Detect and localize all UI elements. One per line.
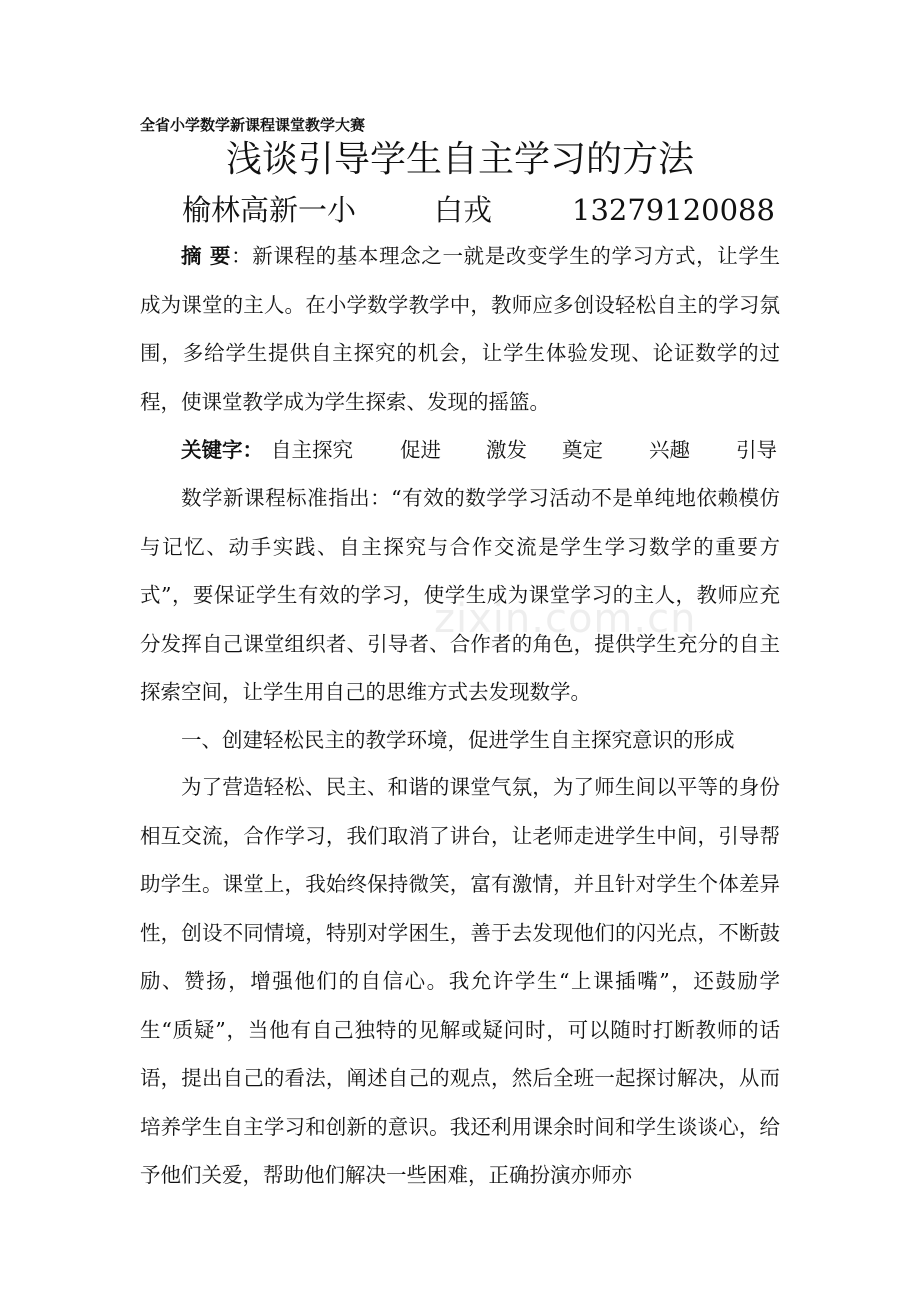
abstract-text: ：新课程的基本理念之一就是改变学生的学习方式，让学生成为课堂的主人。在小学数学教学中，教师应多创设轻松自主的学习氛围，多给学生提供自主探究的机会，让学生体验发现、论证数学的过程，使课堂教学成为学生探索、发现的摇篮。 (140, 244, 781, 414)
abstract-paragraph (140, 232, 780, 426)
author-name: 白戎 (434, 193, 493, 227)
phone-number: 13279120088 (572, 193, 775, 227)
keywords-label: 关键字： (181, 438, 263, 462)
body-paragraph: 为了营造轻松、民主、和谐的课堂气氛，为了师生间以平等的身份相互交流，合作学习，我们取消了讲台，让老师走进学生中间，引导帮助学生。课堂上，我始终保持微笑，富有激情，并且针对学生个体差异性，创设不同情境，特别对学困生，善于去发现他们的闪光点，不断鼓励、赞扬，增强他们的自信心。我允许学生“上课插嘴”，还鼓励学生“质疑”，当他有自己独特的见解或疑问时，可以随时打断教师的话语，提出自己的看法，阐述自己的观点，然后全班一起探讨解决，从而培养学生自主学习和创新的意识。我还利用课余时间和学生谈谈心，给予他们关爱，帮助他们解决一些困难，正确扮演亦师亦 (140, 775, 780, 1187)
keyword: 兴趣 (649, 438, 690, 462)
keyword: 引导 (736, 438, 777, 462)
contest-name: 全省小学数学新课程课堂教学大赛 (140, 116, 366, 134)
school-name: 榆林高新一小 (182, 193, 357, 227)
watermark: zixin.com.cn (434, 596, 697, 642)
keyword: 自主探究 (271, 438, 353, 462)
keywords-line (181, 426, 781, 474)
keyword: 促进 (400, 438, 441, 462)
section-heading: 一、创建轻松民主的教学环境，促进学生自主探究意识的形成 (181, 728, 735, 752)
paper-title: 浅谈引导学生自主学习的方法 (225, 139, 694, 180)
intro-paragraph: 数学新课程标准指出：“有效的数学学习活动不是单纯地依赖模仿与记忆、动手实践、自主探究与合作交流是学生学习数学的重要方式”，要保证学生有效的学习，使学生成为课堂学习的主人，教师应充分发挥自己课堂组织者、引导者、合作者的角色，提供学生充分的自主探索空间，让学生用自己的思维方式去发现数学。 (140, 486, 780, 704)
keyword: 激发 (486, 438, 527, 462)
abstract-label: 摘 要 (181, 244, 232, 268)
keyword: 奠定 (562, 438, 603, 462)
